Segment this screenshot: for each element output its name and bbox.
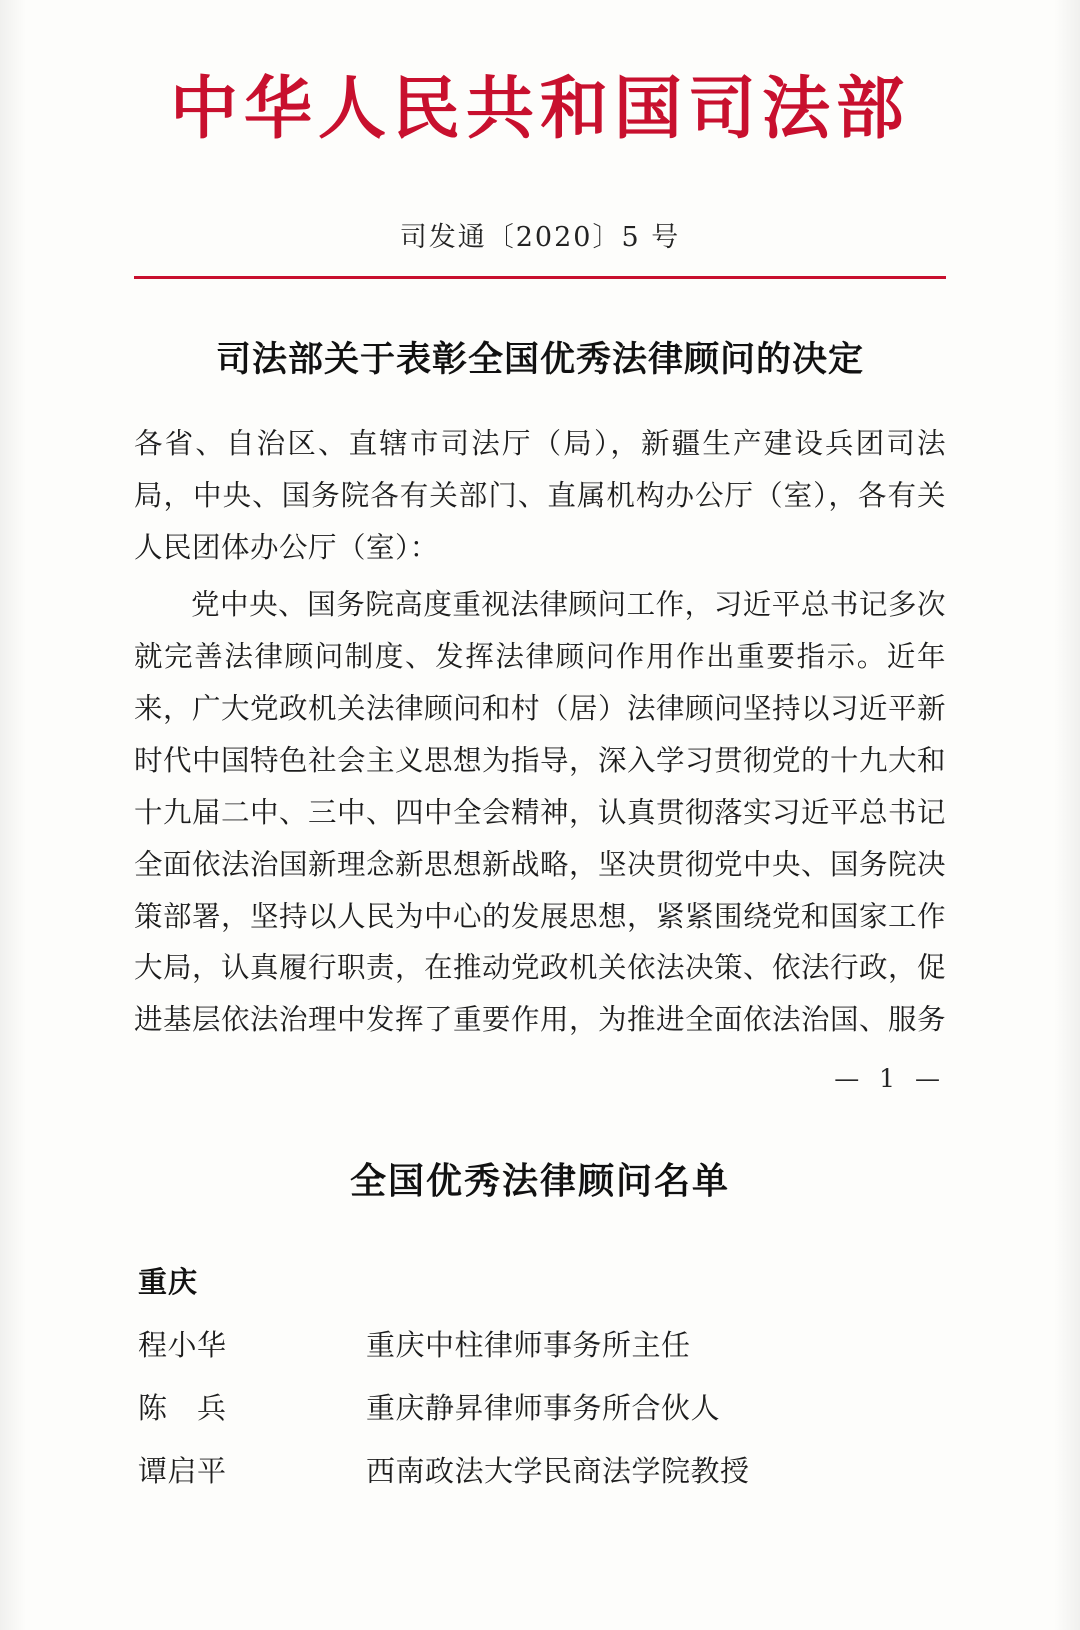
decision-title: 司法部关于表彰全国优秀法律顾问的决定	[215, 338, 864, 380]
honoree-title: 西南政法大学民商法学院教授	[366, 1454, 750, 1489]
list-title: 全国优秀法律顾问名单	[349, 1160, 730, 1203]
page-number: — 1 —	[834, 1064, 946, 1094]
list-item	[138, 1323, 990, 1364]
honoree-list-section	[90, 1153, 990, 1490]
list-item	[138, 1449, 990, 1490]
list-item	[138, 1386, 990, 1427]
region-heading: 重庆	[138, 1265, 199, 1300]
decision-body	[134, 279, 946, 1046]
honoree-name: 程小华	[138, 1328, 227, 1363]
honoree-title: 重庆静昇律师事务所合伙人	[366, 1391, 721, 1426]
honoree-name: 谭启平	[138, 1454, 227, 1489]
addressee-block: 各省、自治区、直辖市司法厅（局），新疆生产建设兵团司法局，中央、国务院各有关部门、直属机构办公厅（室），各有关人民团体办公厅（室）：	[134, 426, 946, 564]
honoree-title: 重庆中柱律师事务所主任	[366, 1328, 691, 1363]
ministry-title: 中华人民共和国司法部	[169, 69, 910, 149]
masthead	[0, 0, 1080, 147]
honoree-name: 陈 兵	[138, 1391, 227, 1426]
body-paragraph-1: 党中央、国务院高度重视法律顾问工作，习近平总书记多次就完善法律顾问制度、发挥法律顾问作用作出重要指示。近年来，广大党政机关法律顾问和村（居）法律顾问坚持以习近平新时代中国特色社会主义思想为指导，深入学习贯彻党的十九大和十九届二中、三中、四中全会精神，认真贯彻落实习近平总书记全面依法治国新理念新思想新战略，坚决贯彻党中央、国务院决策部署，坚持以人民为中心的发展思想，紧紧围绕党和国家工作大局，认真履行职责，在推动党政机关依法决策、依法行政，促进基层依法治理中发挥了重要作用，为推进全面依法治国、服务	[134, 588, 947, 1037]
document-number: 司发通〔2020〕5 号	[399, 221, 681, 253]
